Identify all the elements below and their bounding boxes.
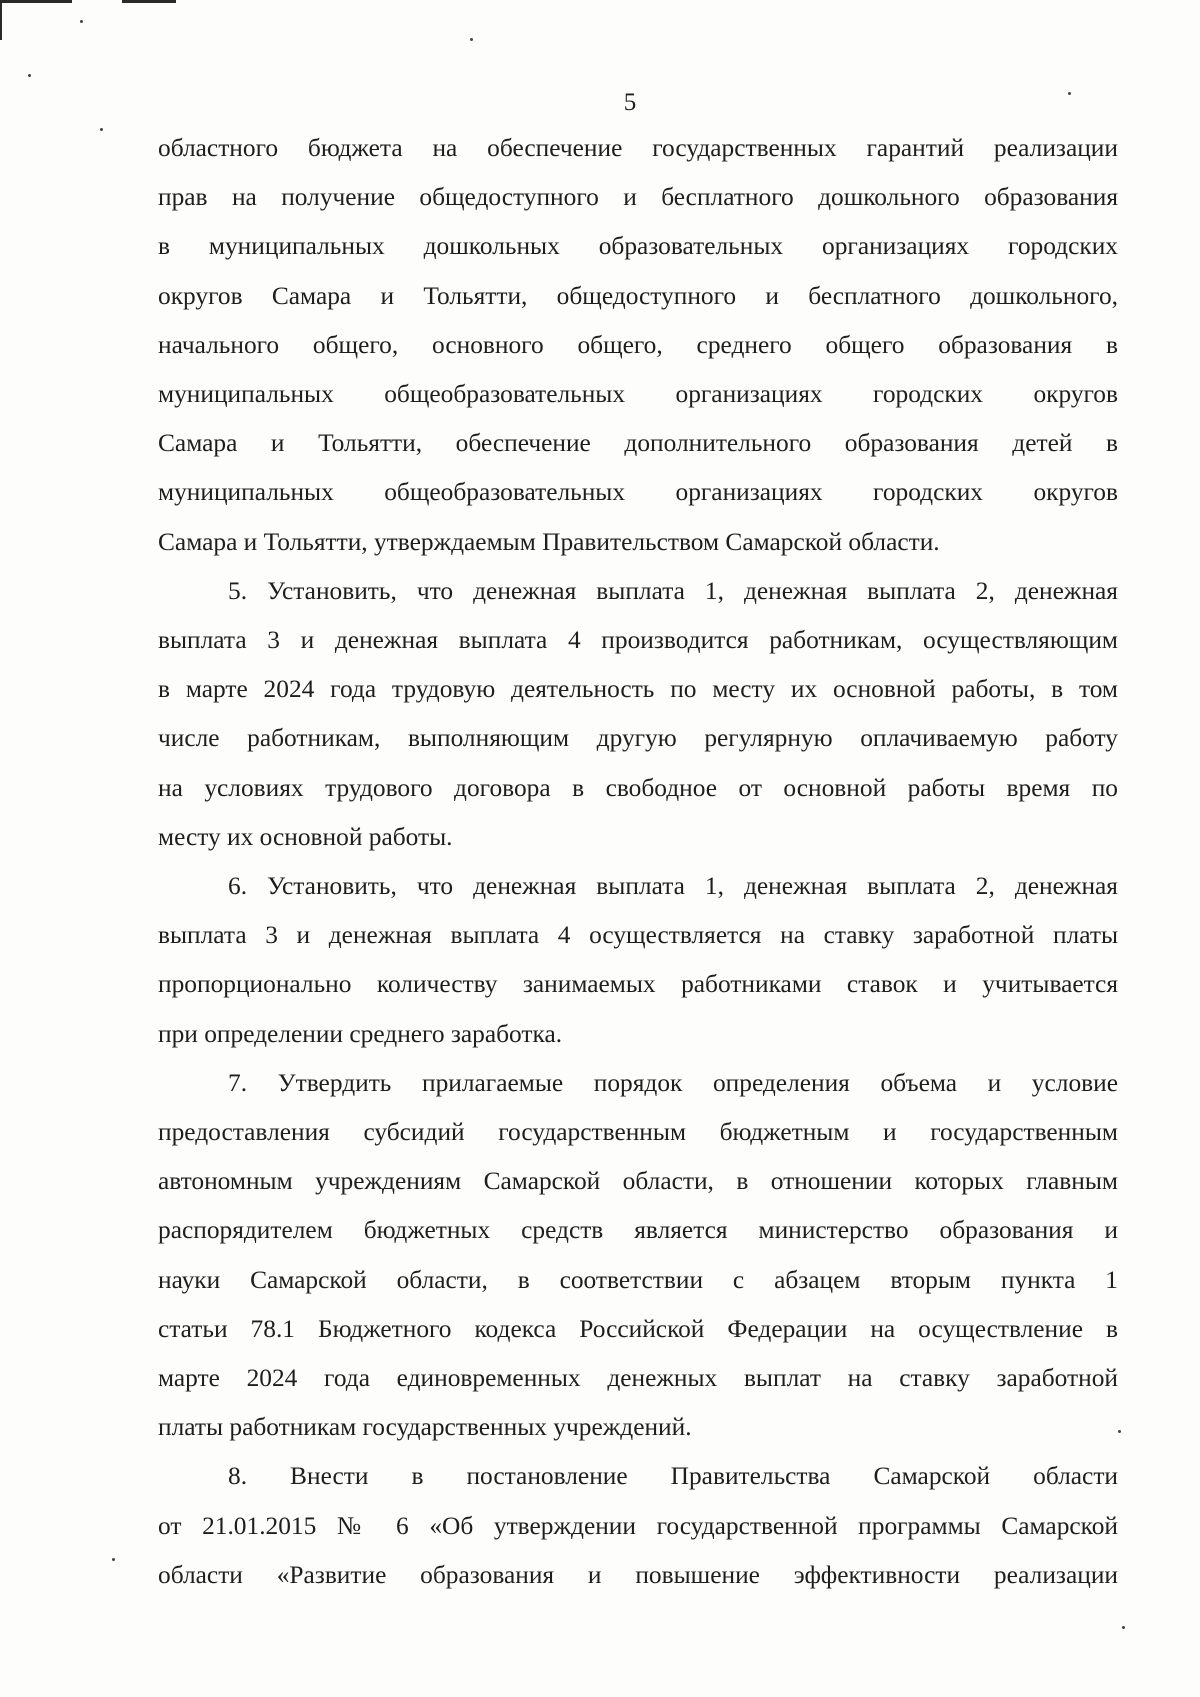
text-line: выплата 3 и денежная выплата 4 осуществляется на ставку заработной платы bbox=[158, 921, 1118, 950]
paragraph-continuation bbox=[158, 124, 1118, 567]
scan-border-mark bbox=[0, 0, 2, 40]
text-line: при определении среднего заработка. bbox=[158, 1019, 563, 1048]
page-number: 5 bbox=[623, 89, 637, 116]
paragraph-item-8 bbox=[158, 1452, 1118, 1600]
text-line: Самара и Тольятти, обеспечение дополнительного образования детей в bbox=[158, 429, 1118, 458]
paragraph-item-6 bbox=[158, 862, 1118, 1059]
scan-speck bbox=[1118, 1430, 1121, 1433]
text-line: Самара и Тольятти, утверждаемым Правительством Самарской области. bbox=[158, 527, 940, 556]
scan-border-mark bbox=[0, 0, 72, 3]
text-line: науки Самарской области, в соответствии с абзацем вторым пункта 1 bbox=[158, 1265, 1118, 1294]
text-line: статьи 78.1 Бюджетного кодекса Российской Федерации на осуществление в bbox=[158, 1314, 1118, 1343]
text-line: числе работникам, выполняющим другую регулярную оплачиваемую работу bbox=[158, 724, 1118, 753]
scan-speck bbox=[470, 38, 473, 41]
scan-speck bbox=[112, 1558, 115, 1561]
text-line: прав на получение общедоступного и бесплатного дошкольного образования bbox=[158, 183, 1118, 212]
text-line: от 21.01.2015 № 6 «Об утверждении государственной программы Самарской bbox=[158, 1511, 1118, 1540]
text-line: 8. Внести в постановление Правительства Самарской области bbox=[228, 1462, 1118, 1491]
text-line: пропорционально количеству занимаемых работниками ставок и учитывается bbox=[158, 970, 1118, 999]
paragraph-item-7 bbox=[158, 1059, 1118, 1453]
text-line: выплата 3 и денежная выплата 4 производится работникам, осуществляющим bbox=[158, 626, 1118, 655]
text-line: в муниципальных дошкольных образовательных организациях городских bbox=[158, 232, 1118, 261]
scan-speck bbox=[1122, 1626, 1125, 1629]
scan-speck bbox=[28, 74, 31, 77]
text-line: 5. Установить, что денежная выплата 1, денежная выплата 2, денежная bbox=[228, 576, 1118, 605]
text-line: муниципальных общеобразовательных организациях городских округов bbox=[158, 478, 1118, 507]
scan-speck bbox=[80, 20, 83, 23]
document-body bbox=[158, 124, 1118, 1600]
text-line: области «Развитие образования и повышение эффективности реализации bbox=[158, 1560, 1118, 1589]
text-line: муниципальных общеобразовательных организациях городских округов bbox=[158, 380, 1118, 409]
text-line: 6. Установить, что денежная выплата 1, денежная выплата 2, денежная bbox=[228, 872, 1118, 901]
text-line: автономным учреждениям Самарской области, в отношении которых главным bbox=[158, 1167, 1118, 1196]
text-line: распорядителем бюджетных средств является министерство образования и bbox=[158, 1216, 1118, 1245]
text-line: начального общего, основного общего, среднего общего образования в bbox=[158, 330, 1118, 359]
text-line: марте 2024 года единовременных денежных выплат на ставку заработной bbox=[158, 1364, 1118, 1393]
paragraph-item-5 bbox=[158, 567, 1118, 862]
text-line: на условиях трудового договора в свободное от основной работы время по bbox=[158, 773, 1118, 802]
scan-speck bbox=[100, 128, 103, 131]
text-line: месту их основной работы. bbox=[158, 822, 453, 851]
text-line: в марте 2024 года трудовую деятельность по месту их основной работы, в том bbox=[158, 675, 1118, 704]
text-line: платы работникам государственных учреждений. bbox=[158, 1413, 692, 1442]
text-line: округов Самара и Тольятти, общедоступного и бесплатного дошкольного, bbox=[158, 281, 1118, 310]
scan-border-mark bbox=[122, 0, 176, 3]
text-line: областного бюджета на обеспечение государственных гарантий реализации bbox=[158, 134, 1118, 162]
text-line: 7. Утвердить прилагаемые порядок определения объема и условие bbox=[228, 1068, 1118, 1097]
text-line: предоставления субсидий государственным бюджетным и государственным bbox=[158, 1118, 1118, 1147]
